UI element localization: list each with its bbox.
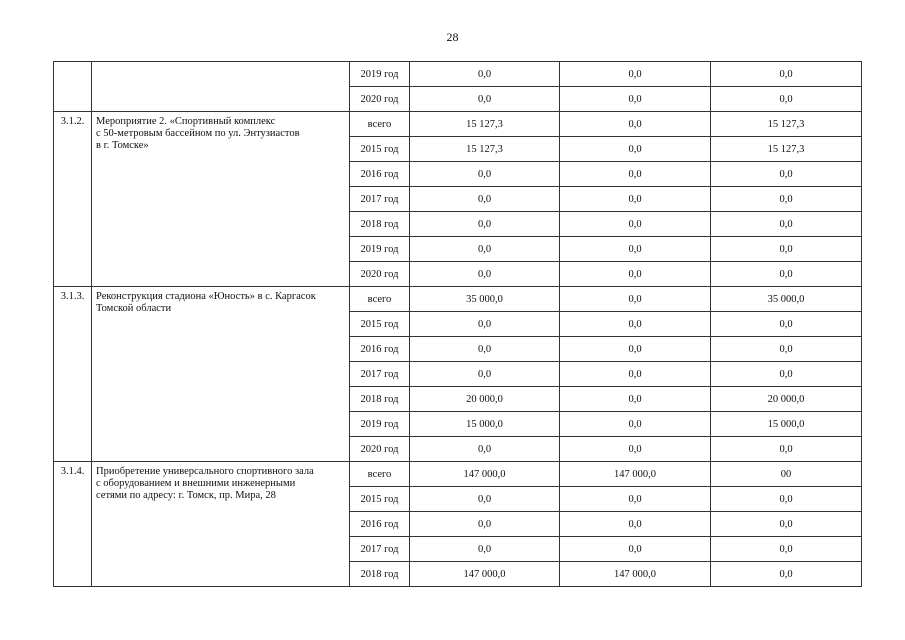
- value-cell-col2: 147 000,0: [560, 562, 711, 587]
- table-row: [54, 112, 862, 137]
- value-cell-col3: 0,0: [711, 512, 862, 537]
- value-cell-col2: 0,0: [560, 237, 711, 262]
- value-cell-col3: 0,0: [711, 437, 862, 462]
- value-cell-col3: 0,0: [711, 537, 862, 562]
- value-cell-total: 0,0: [410, 262, 560, 287]
- value-cell-total: 0,0: [410, 512, 560, 537]
- section-name-line: с 50-метровым бассейном по ул. Энтузиастов: [96, 128, 300, 139]
- value-cell-col3: 0,0: [711, 362, 862, 387]
- value-cell-col3: 0,0: [711, 162, 862, 187]
- value-cell-col3: 0,0: [711, 487, 862, 512]
- period-cell: 2015 год: [350, 137, 410, 162]
- value-cell-total: 0,0: [410, 437, 560, 462]
- section-code-cell: [54, 62, 92, 112]
- table-row: [54, 62, 862, 87]
- value-cell-total: 0,0: [410, 187, 560, 212]
- value-cell-total: 15 127,3: [410, 112, 560, 137]
- section-name-line: Мероприятие 2. «Спортивный комплекс: [96, 116, 276, 127]
- section-name-cell: [92, 112, 350, 287]
- section-name-line: с оборудованием и внешними инженерными: [96, 478, 296, 489]
- value-cell-total: 15 127,3: [410, 137, 560, 162]
- value-cell-col2: 147 000,0: [560, 462, 711, 487]
- value-cell-total: 147 000,0: [410, 462, 560, 487]
- period-cell: 2016 год: [350, 337, 410, 362]
- section-name-line: Приобретение универсального спортивного зала: [96, 466, 314, 477]
- value-cell-total: 20 000,0: [410, 387, 560, 412]
- value-cell-total: 0,0: [410, 537, 560, 562]
- value-cell-total: 15 000,0: [410, 412, 560, 437]
- value-cell-total: 0,0: [410, 362, 560, 387]
- value-cell-col2: 0,0: [560, 62, 711, 87]
- period-cell: 2017 год: [350, 362, 410, 387]
- value-cell-total: 0,0: [410, 62, 560, 87]
- value-cell-col2: 0,0: [560, 512, 711, 537]
- period-cell: 2017 год: [350, 537, 410, 562]
- section-name-cell: [92, 462, 350, 587]
- value-cell-col3: 15 000,0: [711, 412, 862, 437]
- period-cell: 2016 год: [350, 162, 410, 187]
- table-row: [54, 287, 862, 312]
- period-cell: 2018 год: [350, 562, 410, 587]
- value-cell-col2: 0,0: [560, 137, 711, 162]
- value-cell-col3: 0,0: [711, 62, 862, 87]
- period-cell: 2019 год: [350, 237, 410, 262]
- value-cell-total: 0,0: [410, 237, 560, 262]
- section-name-cell: [92, 287, 350, 462]
- value-cell-col2: 0,0: [560, 87, 711, 112]
- value-cell-total: 0,0: [410, 87, 560, 112]
- value-cell-col2: 0,0: [560, 287, 711, 312]
- table-body: [54, 62, 862, 587]
- period-cell: 2016 год: [350, 512, 410, 537]
- value-cell-col2: 0,0: [560, 162, 711, 187]
- period-cell: 2015 год: [350, 312, 410, 337]
- value-cell-total: 0,0: [410, 212, 560, 237]
- value-cell-col3: 0,0: [711, 562, 862, 587]
- value-cell-col3: 0,0: [711, 212, 862, 237]
- value-cell-col3: 35 000,0: [711, 287, 862, 312]
- value-cell-col3: 0,0: [711, 87, 862, 112]
- value-cell-col2: 0,0: [560, 212, 711, 237]
- value-cell-col2: 0,0: [560, 487, 711, 512]
- value-cell-total: 147 000,0: [410, 562, 560, 587]
- value-cell-total: 0,0: [410, 487, 560, 512]
- period-cell: всего: [350, 462, 410, 487]
- section-code-cell: 3.1.4.: [54, 462, 92, 587]
- section-name-line: Реконструкция стадиона «Юность» в с. Каргасок: [96, 291, 316, 302]
- period-cell: 2020 год: [350, 262, 410, 287]
- budget-table: [53, 61, 862, 587]
- period-cell: 2018 год: [350, 212, 410, 237]
- value-cell-col2: 0,0: [560, 112, 711, 137]
- table-row: [54, 462, 862, 487]
- section-name-cell: [92, 62, 350, 112]
- value-cell-col3: 20 000,0: [711, 387, 862, 412]
- value-cell-col2: 0,0: [560, 187, 711, 212]
- value-cell-col2: 0,0: [560, 312, 711, 337]
- section-name-line: Томской области: [96, 303, 172, 314]
- section-code-cell: 3.1.3.: [54, 287, 92, 462]
- value-cell-col2: 0,0: [560, 437, 711, 462]
- value-cell-col2: 0,0: [560, 337, 711, 362]
- period-cell: 2015 год: [350, 487, 410, 512]
- period-cell: 2018 год: [350, 387, 410, 412]
- period-cell: 2020 год: [350, 87, 410, 112]
- value-cell-col2: 0,0: [560, 362, 711, 387]
- section-name-line: сетями по адресу: г. Томск, пр. Мира, 28: [96, 490, 276, 501]
- value-cell-col3: 15 127,3: [711, 112, 862, 137]
- value-cell-col3: 0,0: [711, 337, 862, 362]
- period-cell: 2019 год: [350, 62, 410, 87]
- value-cell-total: 0,0: [410, 312, 560, 337]
- value-cell-total: 0,0: [410, 337, 560, 362]
- value-cell-col3: 0,0: [711, 187, 862, 212]
- period-cell: 2019 год: [350, 412, 410, 437]
- value-cell-col3: 0,0: [711, 312, 862, 337]
- value-cell-col2: 0,0: [560, 412, 711, 437]
- period-cell: 2017 год: [350, 187, 410, 212]
- value-cell-col2: 0,0: [560, 262, 711, 287]
- section-code-cell: 3.1.2.: [54, 112, 92, 287]
- period-cell: 2020 год: [350, 437, 410, 462]
- value-cell-col3: 0,0: [711, 237, 862, 262]
- period-cell: всего: [350, 112, 410, 137]
- value-cell-col3: 0,0: [711, 262, 862, 287]
- section-name-line: в г. Томске»: [96, 140, 149, 151]
- value-cell-col2: 0,0: [560, 537, 711, 562]
- value-cell-col2: 0,0: [560, 387, 711, 412]
- period-cell: всего: [350, 287, 410, 312]
- value-cell-total: 0,0: [410, 162, 560, 187]
- page-number: 28: [446, 30, 459, 44]
- value-cell-col3: 00: [711, 462, 862, 487]
- value-cell-total: 35 000,0: [410, 287, 560, 312]
- value-cell-col3: 15 127,3: [711, 137, 862, 162]
